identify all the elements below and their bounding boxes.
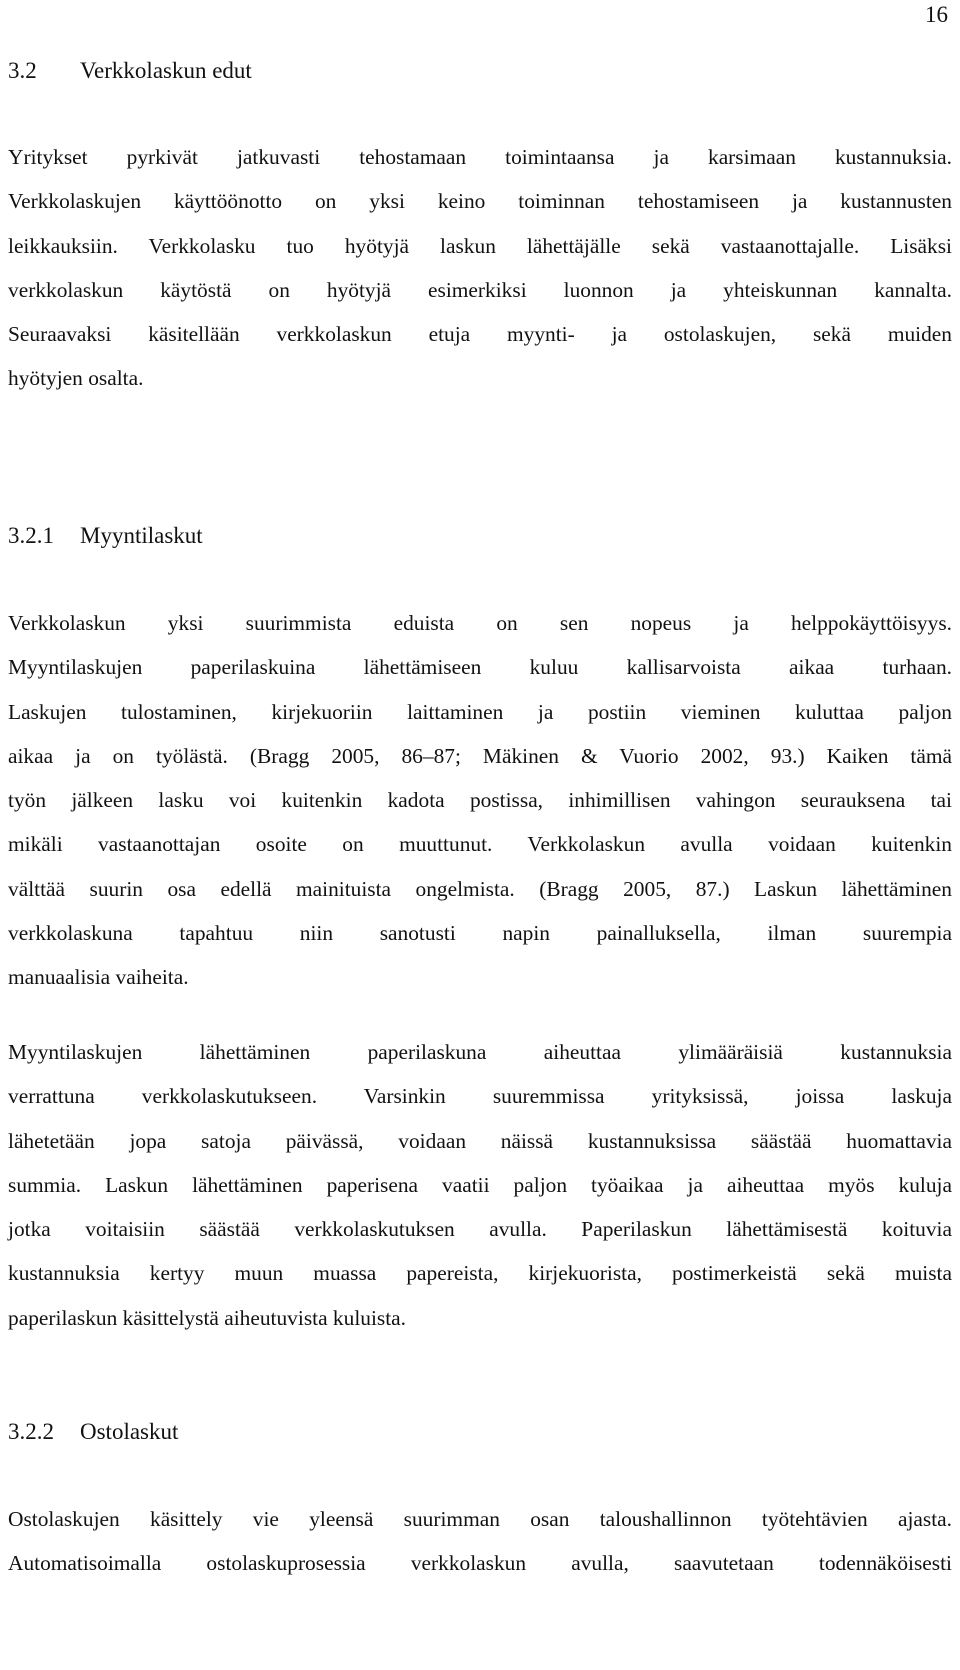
section-number: 3.2 bbox=[8, 58, 37, 83]
text-line: Seuraavaksi käsitellään verkkolaskun etuja myynti- ja ostolaskujen, sekä muiden bbox=[8, 322, 952, 347]
section-heading-3-2-1 bbox=[8, 521, 203, 551]
paragraph-3-2-1-second bbox=[8, 1030, 952, 1340]
section-number: 3.2.1 bbox=[8, 523, 54, 548]
text-line: hyötyjen osalta. bbox=[8, 366, 144, 391]
paragraph-3-2-2 bbox=[8, 1497, 952, 1586]
paragraph-3-2-1-first bbox=[8, 601, 952, 1000]
text-line: Verkkolaskun yksi suurimmista eduista on sen nopeus ja helppokäyttöisyys. bbox=[8, 611, 952, 635]
text-line: Ostolaskujen käsittely vie yleensä suurimman osan taloushallinnon työtehtävien ajasta. bbox=[8, 1507, 952, 1531]
text-line: verkkolaskuna tapahtuu niin sanotusti napin painalluksella, ilman suurempia bbox=[8, 921, 952, 946]
text-line: kustannuksia kertyy muun muassa papereista, kirjekuorista, postimerkeistä sekä muista bbox=[8, 1261, 952, 1286]
text-line: välttää suurin osa edellä mainituista ongelmista. (Bragg 2005, 87.) Laskun lähettäminen bbox=[8, 876, 952, 901]
text-line: verkkolaskun käytöstä on hyötyjä esimerkiksi luonnon ja yhteiskunnan kannalta. bbox=[8, 277, 952, 302]
text-line: mikäli vastaanottajan osoite on muuttunut. Verkkolaskun avulla voidaan kuitenkin bbox=[8, 832, 952, 857]
text-line: summia. Laskun lähettäminen paperisena vaatii paljon työaikaa ja aiheuttaa myös kuluja bbox=[8, 1172, 952, 1197]
text-line: Yritykset pyrkivät jatkuvasti tehostamaan toimintaansa ja karsimaan kustannuksia. bbox=[8, 145, 952, 169]
text-line: jotka voitaisiin säästää verkkolaskutuksen avulla. Paperilaskun lähettämisestä koituvia bbox=[8, 1217, 952, 1242]
text-line: leikkauksiin. Verkkolasku tuo hyötyjä laskun lähettäjälle sekä vastaanottajalle. Lisäksi bbox=[8, 233, 952, 258]
text-line: Myyntilaskujen paperilaskuina lähettämiseen kuluu kallisarvoista aikaa turhaan. bbox=[8, 655, 952, 680]
page-number: 16 bbox=[925, 2, 948, 27]
text-line: verrattuna verkkolaskutukseen. Varsinkin suuremmissa yrityksissä, joissa laskuja bbox=[8, 1084, 952, 1109]
text-line: Myyntilaskujen lähettäminen paperilaskuna aiheuttaa ylimääräisiä kustannuksia bbox=[8, 1040, 952, 1064]
section-title: Ostolaskut bbox=[80, 1419, 179, 1444]
text-line: paperilaskun käsittelystä aiheutuvista kuluista. bbox=[8, 1305, 407, 1330]
section-heading-3-2 bbox=[8, 56, 252, 86]
text-line: työn jälkeen lasku voi kuitenkin kadota postissa, inhimillisen vahingon seurauksena tai bbox=[8, 788, 952, 813]
text-line: lähetetään jopa satoja päivässä, voidaan näissä kustannuksissa säästää huomattavia bbox=[8, 1128, 952, 1153]
section-title: Verkkolaskun edut bbox=[80, 58, 252, 83]
section-number: 3.2.2 bbox=[8, 1419, 54, 1444]
section-heading-3-2-2 bbox=[8, 1417, 178, 1447]
text-line: manuaalisia vaiheita. bbox=[8, 965, 189, 990]
text-line: aikaa ja on työlästä. (Bragg 2005, 86–87; Mäkinen & Vuorio 2002, 93.) Kaiken tämä bbox=[8, 743, 952, 768]
text-line: Laskujen tulostaminen, kirjekuoriin laittaminen ja postiin vieminen kuluttaa paljon bbox=[8, 699, 952, 724]
text-line: Automatisoimalla ostolaskuprosessia verkkolaskun avulla, saavutetaan todennäköisesti bbox=[8, 1551, 952, 1576]
paragraph-3-2-intro bbox=[8, 135, 952, 401]
text-line: Verkkolaskujen käyttöönotto on yksi keino toiminnan tehostamiseen ja kustannusten bbox=[8, 189, 952, 214]
section-title: Myyntilaskut bbox=[80, 523, 203, 548]
